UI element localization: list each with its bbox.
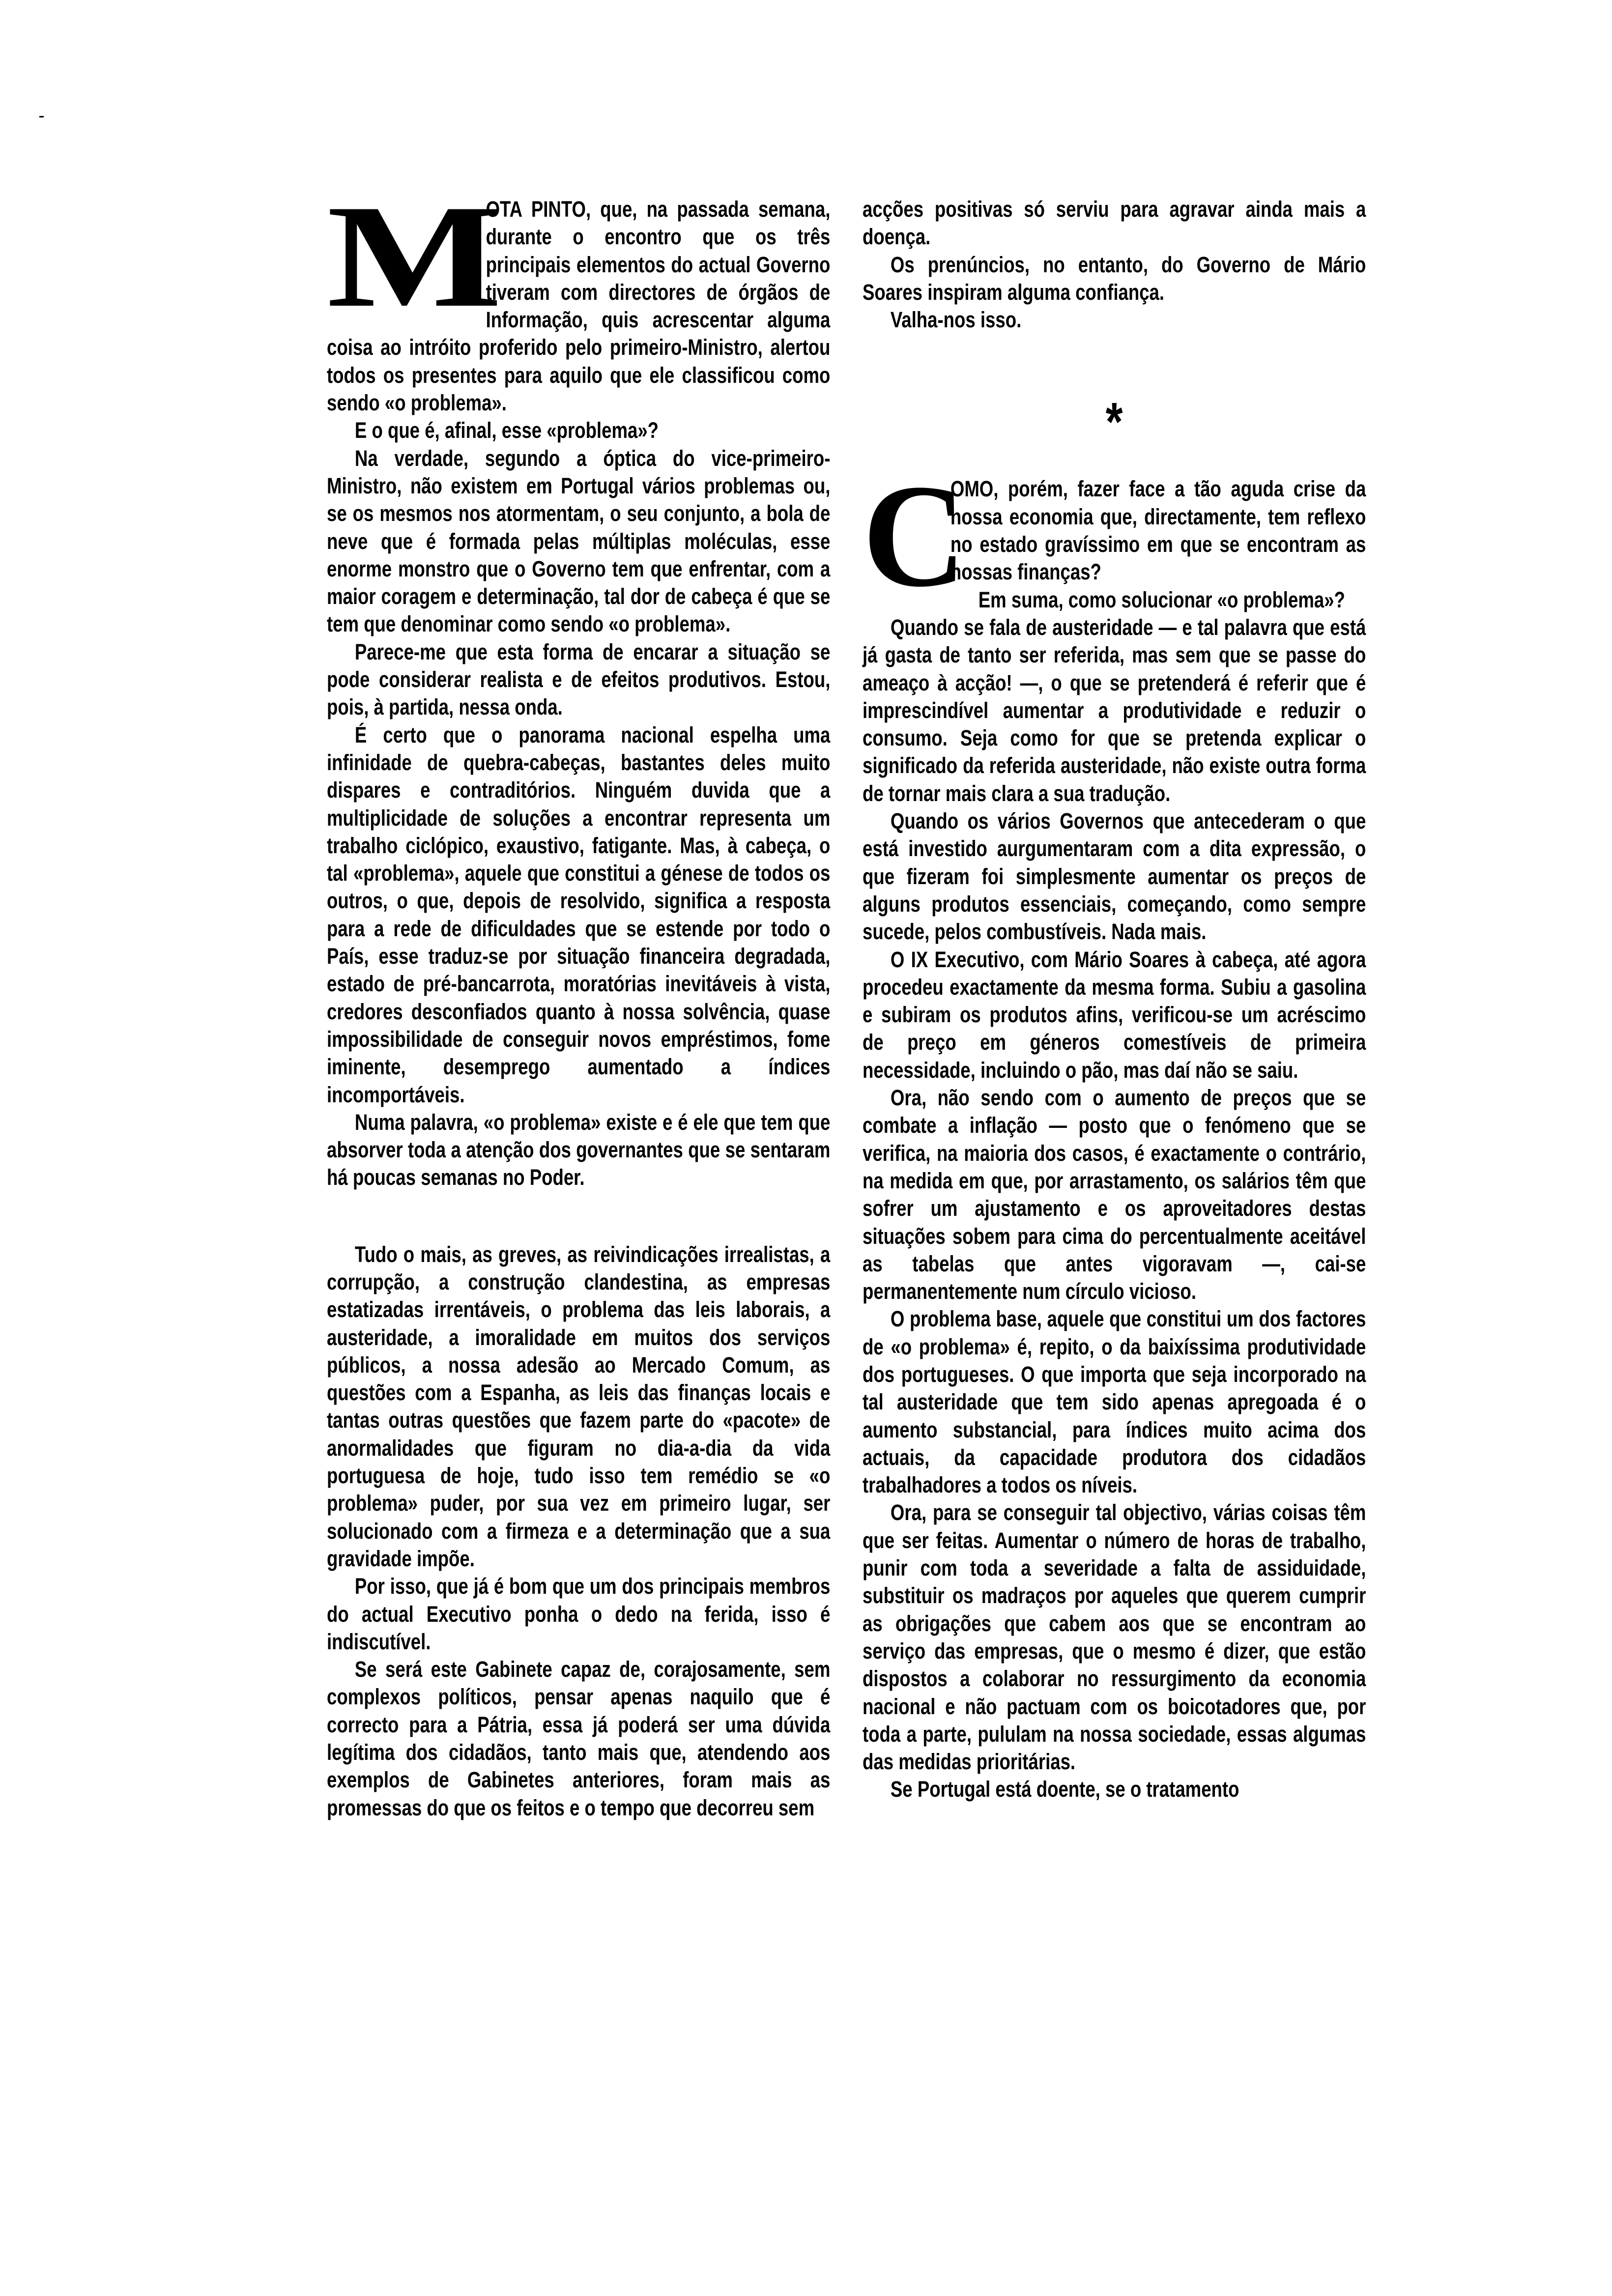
- asterisk-separator-icon: *: [1105, 392, 1123, 453]
- paragraph: É certo que o panorama nacional espelha uma infinidade de quebra-cabeças, bastantes deles muito dispares e contraditórios. Ninguém duvida que a multiplicidade de soluções a encontrar representa um trabalho ciclópico, exaustivo, fatigante. Mas, à cabeça, o tal «problema», aquele que constitui a génese de todos os outros, o que, depois de resolvido, significa a resposta para a rede de dificuldades que se estende por todo o País, esse traduz-se por situação financeira degradada, estado de pré-bancarrota, moratórias inevitáveis à vista, credores desconfiados quanto à nossa solvência, quase impossibilidade de conseguir novos empréstimos, fome iminente, desemprego aumentado a índices incomportáveis.: [327, 722, 831, 1107]
- paragraph: Quando se fala de austeridade — e tal palavra que está já gasta de tanto ser referida, mas sem que se passe do ameaço à acção! —, o que se pretenderá é referir que é imprescindível aumentar a produtividade e reduzir o consumo. Seja como for que se pretenda explicar o significado da referida austeridade, não existe outra forma de tornar mais clara a sua tradução.: [863, 614, 1366, 806]
- paragraph: Ora, para se conseguir tal objectivo, várias coisas têm que ser feitas. Aumentar o número de horas de trabalho, punir com toda a severidade a falta de assiduidade, substituir os madraços por aqueles que querem cumprir as obrigações que cabem aos que se encontram ao serviço das empresas, que o mesmo é dizer, que estão dispostos a colaborar no ressurgimento da economia nacional e não pactuam com os boicotadores que, por toda a parte, pululam na nossa sociedade, essas algumas das medidas prioritárias.: [863, 1500, 1366, 1775]
- paragraph: Se Portugal está doente, se o tratamento: [890, 1777, 1239, 1802]
- dropcap-c: C: [863, 454, 967, 618]
- paragraph: O problema base, aquele que constitui um dos factores de «o problema» é, repito, o da baixíssima produtividade dos portugueses. O que importa que seja incorporado na tal austeridade que tem sido apenas apregoada é o aumento substancial, para índices muito acima dos actuais, da capacidade produtora dos cidadãos trabalhadores a todos os níveis.: [863, 1306, 1366, 1498]
- paragraph: Valha-nos isso.: [890, 307, 1022, 333]
- right-column: [863, 196, 1366, 1804]
- paragraph: Na verdade, segundo a óptica do vice-primeiro-Ministro, não existem em Portugal vários problemas ou, se os mesmos nos atormentam, o seu conjunto, a bola de neve que é formada pelas múltiplas moléculas, esse enorme monstro que o Governo tem que enfrentar, com a maior coragem e determinação, tal dor de cabeça é que se tem que denominar como sendo «o problema».: [327, 445, 831, 637]
- paragraph: O IX Executivo, com Mário Soares à cabeça, até agora procedeu exactamente da mesma forma. Subiu a gasolina e subiram os produtos afins, verificou-se um acréscimo de preço em géneros comestíveis de primeira necessidade, incluindo o pão, mas daí não se saiu.: [863, 947, 1366, 1083]
- paragraph: Numa palavra, «o problema» existe e é ele que tem que absorver toda a atenção dos governantes que se sentaram há poucas semanas no Poder.: [327, 1109, 831, 1190]
- paragraph: Em suma, como solucionar «o problema»?: [978, 587, 1345, 612]
- opening-text: OMO, porém, fazer face a tão aguda crise da nossa economia que, directamente, tem reflexo no estado gravíssimo em que se encontram as nossas finanças?: [950, 476, 1366, 585]
- continuation-paragraph: acções positivas só serviu para agravar ainda mais a doença.: [863, 197, 1366, 250]
- paragraph: Se será este Gabinete capaz de, corajosamente, sem complexos políticos, pensar apenas naquilo que é correcto para a Pátria, essa já poderá ser uma dúvida legítima dos cidadãos, tanto mais que, atendendo aos exemplos de Gabinetes anteriores, foram mais as promessas do que os feitos e o tempo que decorreu sem: [327, 1657, 831, 1820]
- paragraph: Parece-me que esta forma de encarar a situação se pode considerar realista e de efeitos produtivos. Estou, pois, à partida, nessa onda.: [327, 639, 831, 720]
- opening-paragraph: [327, 174, 831, 417]
- paragraph: Por isso, que já é bom que um dos principais membros do actual Executivo ponha o dedo na ferida, isso é indiscutível.: [327, 1574, 831, 1654]
- opening-text: OTA PINTO, que, na passada semana, durante o encontro que os três principais elementos do actual Governo tiveram com directores de órgãos de Informação, quis acrescentar alguma coisa ao intróito proferido pelo primeiro-Ministro, alertou todos os presentes para aquilo que ele classificou como sendo «o problema».: [327, 197, 831, 416]
- paragraph: Os prenúncios, no entanto, do Governo de Mário Soares inspiram alguma confiança.: [863, 252, 1366, 305]
- paragraph: Ora, não sendo com o aumento de preços que se combate a inflação — posto que o fenómeno que se verifica, na maioria dos casos, é exactamente o contrário, na medida em que, por arrastamento, os salários têm que sofrer um ajustamento e os aproveitadores destas situações sobem para cima do percentualmente aceitável as tabelas que antes vigoravam —, cai-se permanentemente num círculo vicioso.: [863, 1085, 1366, 1304]
- left-column: [327, 174, 831, 1822]
- paragraph: Tudo o mais, as greves, as reivindicações irrealistas, a corrupção, a construção clandestina, as empresas estatizadas irrentáveis, o problema das leis laborais, a austeridade, a imoralidade em muitos dos serviços públicos, a nossa adesão ao Mercado Comum, as questões com a Espanha, as leis das finanças locais e tantas outras questões que fazem parte do «pacote» de anormalidades que figuram no dia-a-dia da vida portuguesa de hoje, tudo isso tem remédio se «o problema» puder, por sua vez em primeiro lugar, ser solucionado com a firmeza e a determinação que a sua gravidade impõe.: [327, 1241, 831, 1571]
- paragraph: E o que é, afinal, esse «problema»?: [354, 418, 659, 443]
- paragraph: Quando os vários Governos que antecederam o que está investido aurgumentaram com a dita expressão, o que fizeram foi simplesmente aumentar os preços de alguns produtos essenciais, começando, como sempre sucede, pelos combustíveis. Nada mais.: [863, 808, 1366, 945]
- section-gap: [327, 1192, 830, 1241]
- dropcap-m: M: [327, 174, 499, 338]
- print-speck: [39, 116, 44, 117]
